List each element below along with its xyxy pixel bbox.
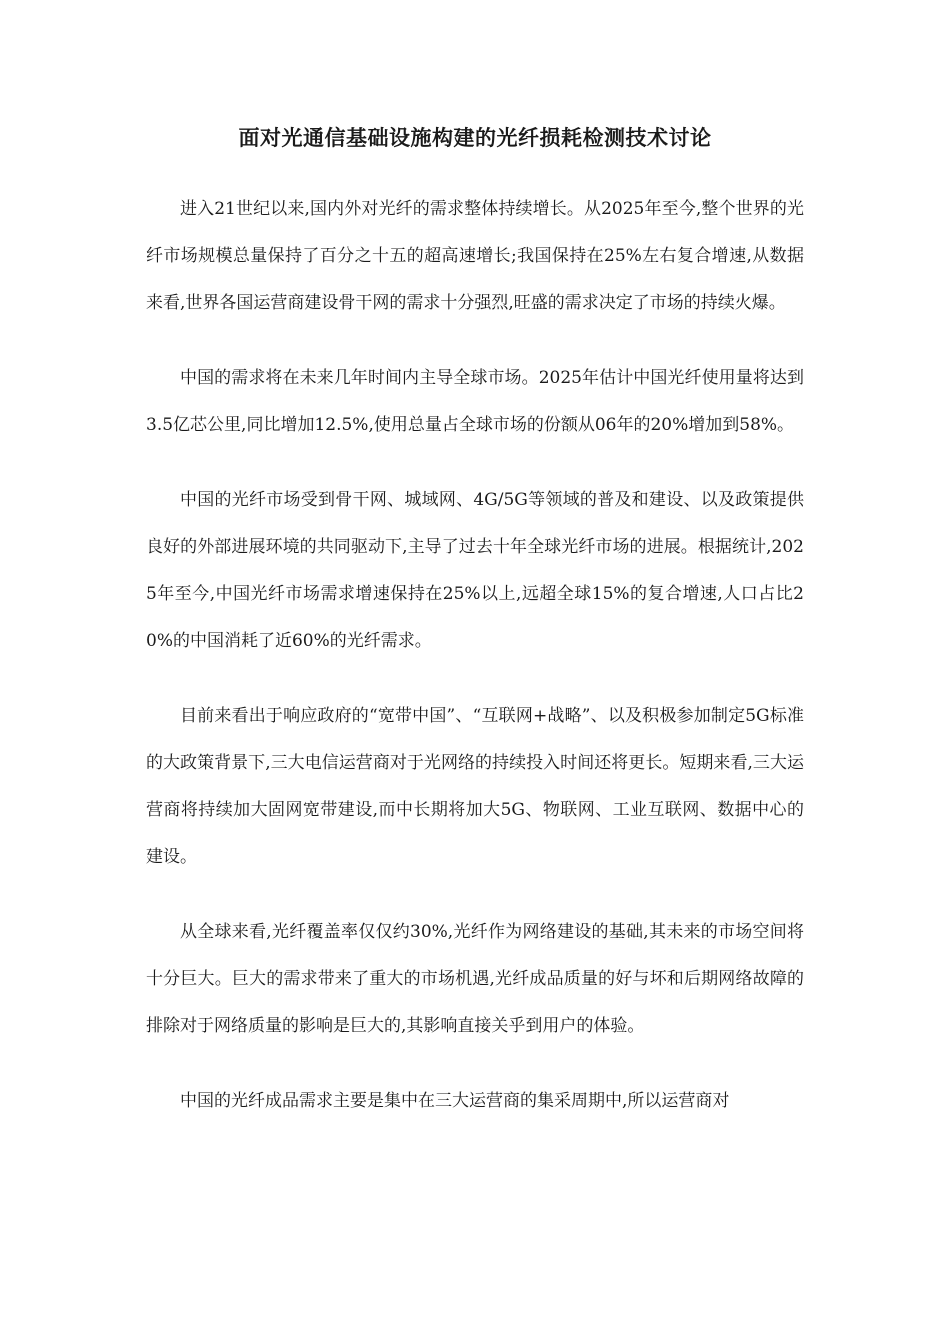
- paragraph-2: 中国的需求将在未来几年时间内主导全球市场。2025年估计中国光纤使用量将达到3.5亿芯公里,同比增加12.5%,使用总量占全球市场的份额从06年的20%增加到58%。: [146, 368, 804, 435]
- document-title: 面对光通信基础设施构建的光纤损耗检测技术讨论: [238, 125, 712, 150]
- paragraph-6: 中国的光纤成品需求主要是集中在三大运营商的集采周期中,所以运营商对: [180, 1091, 730, 1111]
- paragraph-5: 从全球来看,光纤覆盖率仅仅约30%,光纤作为网络建设的基础,其未来的市场空间将十分巨大。巨大的需求带来了重大的市场机遇,光纤成品质量的好与坏和后期网络故障的排除对于网络质量的影响是巨大的,其影响直接关乎到用户的体验。: [146, 922, 804, 1036]
- paragraph-4: 目前来看出于响应政府的“宽带中国”、“互联网+战略”、以及积极参加制定5G标准的大政策背景下,三大电信运营商对于光网络的持续投入时间还将更长。短期来看,三大运营商将持续加大固网宽带建设,而中长期将加大5G、物联网、工业互联网、数据中心的建设。: [146, 706, 804, 867]
- paragraph-1: 进入21世纪以来,国内外对光纤的需求整体持续增长。从2025年至今,整个世界的光纤市场规模总量保持了百分之十五的超高速增长;我国保持在25%左右复合增速,从数据来看,世界各国运营商建设骨干网的需求十分强烈,旺盛的需求决定了市场的持续火爆。: [146, 199, 804, 313]
- paragraph-3: 中国的光纤市场受到骨干网、城域网、4G/5G等领域的普及和建设、以及政策提供良好的外部进展环境的共同驱动下,主导了过去十年全球光纤市场的进展。根据统计,2025年至今,中国光纤市场需求增速保持在25%以上,远超全球15%的复合增速,人口占比20%的中国消耗了近60%的光纤需求。: [146, 490, 804, 651]
